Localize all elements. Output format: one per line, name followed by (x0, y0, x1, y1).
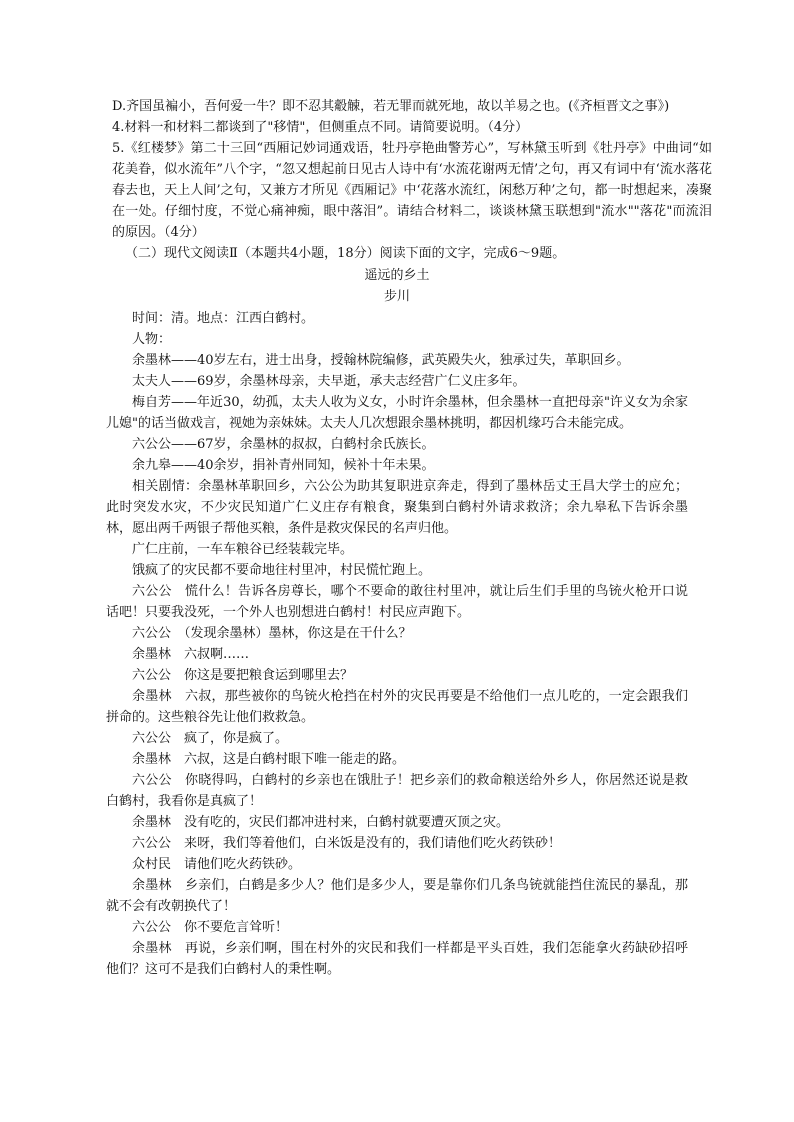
body-paragraph: 人物： (132, 332, 172, 347)
body-paragraph: 太夫人——69岁，余墨林母亲，夫早逝，承夫志经营广仁义庄多年。 (132, 374, 526, 389)
body-paragraph: 时间：清。地点：江西白鹤村。 (132, 311, 315, 326)
body-paragraph: 广仁庄前，一车车粮谷已经装载完毕。 (132, 542, 354, 557)
question-4: 4.材料一和材料二都谈到了"移情"，但侧重点不同。请简要说明。（4分） (112, 120, 529, 135)
option-d: D.齐国虽褊小，吾何爱一牛？即不忍其觳觫，若无罪而就死地，故以羊易之也。(《齐桓晋文之事》) (112, 99, 670, 114)
body-paragraph: 余墨林——40岁左右，进士出身，授翰林院编修，武英殿失火，独承过失，革职回乡。 (132, 353, 630, 368)
body-paragraph: 饿疯了的灾民都不要命地往村里冲，村民慌忙跑上。 (132, 563, 432, 578)
dialogue-line: 余墨林 再说，乡亲们啊，围在村外的灾民和我们一样都是平头百姓，我们怎能拿火药缺砂招呼他们？这可不是我们白鹤村人的秉性啊。 (106, 941, 688, 977)
dialogue-line: 六公公 疯了，你是疯了。 (132, 731, 289, 746)
dialogue-line: 六公公 你这是要把粮食运到哪里去？ (132, 668, 354, 683)
dialogue-line: 六公公 （发现余墨林）墨林，你这是在干什么？ (132, 626, 412, 641)
question-5: 5.《红楼梦》第二十三回“西厢记妙词通戏语，牡丹亭艳曲警芳心”，写林黛玉听到《牡丹亭》中曲词“如花美眷，似水流年”八个字，“忽又想起前日见古人诗中有‘水流花谢两无情’之句，再又有词中有‘流水落花春去也，天上人间’之句，又兼方才所见《西厢记》中‘花落水流红，闲愁万种’之句，都一时想起来，凑聚在一处。仔细忖度，不觉心痛神痴，眼中落泪”。请结合材料二，谈谈林黛玉联想到"流水""落花"而流泪的原因。（4分） (112, 141, 712, 240)
dialogue-line: 余墨林 乡亲们，白鹤是多少人？他们是多少人，要是靠你们几条鸟铳就能挡住流民的暴乱，那就不会有改朝换代了！ (106, 878, 688, 914)
section-header: （二）现代文阅读Ⅱ（本题共4小题，18分）阅读下面的文字，完成6～9题。 (125, 246, 566, 261)
dialogue-line: 六公公 你不要危言耸听！ (132, 920, 289, 935)
dialogue-line: 六公公 慌什么！告诉各房尊长，哪个不要命的敢往村里冲，就让后生们手里的鸟铳火枪开口说话吧！只要我没死，一个外人也别想进白鹤村！村民应声跑下。 (106, 584, 688, 620)
body-paragraph: 余九皋——40余岁，捐补青州同知，候补十年未果。 (132, 458, 435, 473)
article-title: 遥远的乡土 (364, 268, 430, 283)
article-author: 步川 (383, 289, 410, 304)
body-paragraph: 六公公——67岁，余墨林的叔叔，白鹤村余氏族长。 (132, 437, 435, 452)
dialogue-line: 余墨林 没有吃的，灾民们都冲进村来，白鹤村就要遭灭顶之灾。 (132, 815, 510, 830)
dialogue-line: 余墨林 六叔，这是白鹤村眼下唯一能走的路。 (132, 752, 406, 767)
dialogue-line: 六公公 来呀，我们等着他们，白米饭是没有的，我们请他们吃火药铁砂！ (132, 836, 562, 851)
dialogue-line: 余墨林 六叔，那些被你的鸟铳火枪挡在村外的灾民再要是不给他们一点儿吃的，一定会跟我们拼命的。这些粮谷先让他们救救急。 (106, 689, 688, 725)
dialogue-line: 众村民 请他们吃火药铁砂。 (132, 857, 302, 872)
dialogue-line: 余墨林 六叔啊…… (132, 647, 250, 662)
dialogue-line: 六公公 你晓得吗，白鹤村的乡亲也在饿肚子！把乡亲们的救命粮送给外乡人，你居然还说是救白鹤村，我看你是真疯了！ (106, 773, 688, 809)
body-paragraph: 梅自芳——年近30，幼孤，太夫人收为义女，小时许余墨林，但余墨林一直把母亲"许义女为余家儿媳"的话当做戏言，视她为亲妹妹。太夫人几次想跟余墨林挑明，都因机缘巧合未能完成。 (106, 395, 688, 431)
body-paragraph: 相关剧情：余墨林革职回乡，六公公为助其复职进京奔走，得到了墨林岳丈王昌大学士的应允；此时突发水灾，不少灾民知道广仁义庄存有粮食，聚集到白鹤村外请求救济；余九皋私下告诉余墨林，愿出两千两银子帮他买粮，条件是救灾保民的名声归他。 (106, 479, 688, 536)
